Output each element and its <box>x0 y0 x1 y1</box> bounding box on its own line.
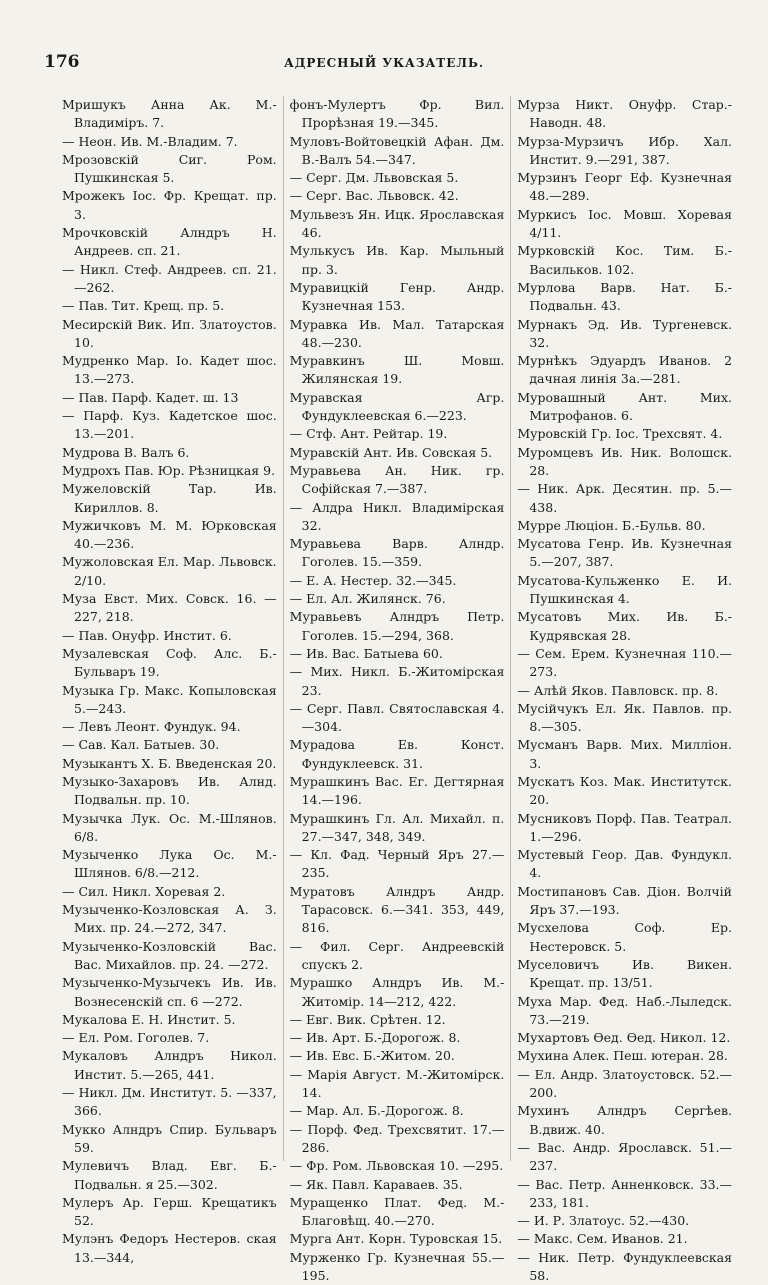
directory-entry: Мурашко Алндръ Ив. М.-Житомір. 14—212, 422. <box>289 975 505 1009</box>
directory-entry: Мужеловскій Тар. Ив. Кириллов. 8. <box>62 481 277 515</box>
directory-entry: Мурзинъ Георг Еф. Кузнечная 48.—289. <box>517 170 733 204</box>
directory-entry: Муравская Агр. Фундуклеевская 6.—223. <box>289 389 505 424</box>
directory-entry: Мулэнъ Федоръ Нестеров. ская 13.—344, <box>62 1231 277 1265</box>
directory-entry: Муровскій Гр. Іос. Трехсвят. 4. <box>517 426 723 442</box>
directory-entry: Мусхелова Соф. Ер. Нестеровск. 5. <box>517 920 733 954</box>
directory-entry: Муравицкій Генр. Андр. Кузнечная 153. <box>289 279 505 314</box>
columns-container <box>56 96 738 1283</box>
directory-entry: — Серг. Дм. Львовская 5. <box>289 170 459 186</box>
directory-entry: Муравьевъ Алндръ Петр. Гоголев. 15.—294, 368. <box>289 609 505 643</box>
directory-entry: — Пав. Онуфр. Инстит. 6. <box>62 627 232 643</box>
directory-entry: Музыченко-Козловская А. З. Мих. пр. 24.—272, 347. <box>62 902 277 936</box>
column-3 <box>510 96 738 1283</box>
directory-entry: Мудрова В. Валъ 6. <box>62 444 190 460</box>
directory-entry: Мрожекъ Іос. Фр. Крещат. пр. 3. <box>62 188 277 222</box>
directory-entry: Мурлова Варв. Нат. Б.-Подвальн. 43. <box>517 279 733 314</box>
directory-entry: — Порф. Фед. Трехсвятит. 17.—286. <box>289 1121 505 1155</box>
directory-entry: — Марія Август. М.-Житомірск. 14. <box>289 1066 505 1101</box>
directory-entry: Мукко Алндръ Спир. Бульваръ 59. <box>62 1121 277 1155</box>
directory-entry: — Серг. Вас. Львовск. 42. <box>289 188 459 204</box>
directory-entry: Муравкинъ Ш. Мовш. Жилянская 19. <box>289 353 505 387</box>
directory-entry: Муромцевъ Ив. Ник. Волошск. 28. <box>517 444 733 478</box>
directory-entry: — Серг. Павл. Святославская 4.—304. <box>289 700 505 735</box>
directory-entry: Мускатъ Коз. Мак. Институтск. 20. <box>517 773 733 808</box>
directory-entry: — Ив. Арт. Б.-Дорогож. 8. <box>289 1030 461 1046</box>
directory-entry: — Мих. Никл. Б.-Житомірская 23. <box>289 664 505 698</box>
page-number: 176 <box>44 52 80 72</box>
directory-entry: — Вас. Андр. Ярославск. 51.—237. <box>517 1139 733 1174</box>
directory-entry: Мусатовъ Мих. Ив. Б.-Кудрявская 28. <box>517 609 733 643</box>
directory-entry: — Ник. Арк. Десятин. пр. 5.—438. <box>517 481 733 515</box>
directory-entry: Муращенко Плат. Фед. М.-Благовѣщ. 40.—270. <box>289 1194 505 1229</box>
directory-entry: Мукалова Е. Н. Инстит. 5. <box>62 1011 236 1027</box>
directory-entry: — Сав. Кал. Батыев. 30. <box>62 737 220 753</box>
directory-entry: Музыко-Захаровъ Ив. Алнд. Подвальн. пр. 10. <box>62 773 277 808</box>
directory-entry: Муселовичъ Ив. Викен. Крещат. пр. 13/51. <box>517 956 733 991</box>
directory-entry: — Левъ Леонт. Фундук. 94. <box>62 719 241 735</box>
directory-entry: — Сем. Ерем. Кузнечная 110.—273. <box>517 645 733 680</box>
directory-entry: — Сил. Никл. Хоревая 2. <box>62 883 226 899</box>
directory-entry: — Евг. Вик. Срѣтен. 12. <box>289 1011 446 1027</box>
directory-entry: — Фил. Серг. Андреевскій спускъ 2. <box>289 938 505 972</box>
directory-entry: — Як. Павл. Караваев. 35. <box>289 1176 463 1192</box>
directory-entry: Мудренко Мар. Іо. Кадет шос. 13.—273. <box>62 353 277 387</box>
running-title: АДРЕСНЫЙ УКАЗАТЕЛЬ. <box>283 56 485 70</box>
directory-entry: Месирскій Вик. Ип. Златоустов. 10. <box>62 316 277 350</box>
directory-entry: — Кл. Фад. Черный Яръ 27.—235. <box>289 847 505 881</box>
directory-entry: Мурнѣкъ Эдуардъ Иванов. 2 дачная линія 3а.—281. <box>517 353 733 387</box>
directory-entry: Муха Мар. Фед. Наб.-Лыледск. 73.—219. <box>517 993 733 1027</box>
directory-entry: Мусниковъ Порф. Пав. Театрал. 1.—296. <box>517 810 733 844</box>
directory-entry: Музалевская Соф. Алс. Б.-Бульваръ 19. <box>62 645 277 680</box>
directory-entry: — Ел. Андр. Златоустовск. 52.—200. <box>517 1066 733 1101</box>
directory-entry: — Никл. Дм. Институт. 5. —337, 366. <box>62 1085 277 1119</box>
directory-entry: — Ив. Евс. Б.-Житом. 20. <box>289 1048 455 1064</box>
directory-entry: Музыченко Лука Ос. М.-Шлянов. 6/8.—212. <box>62 847 277 881</box>
directory-entry: — Макс. Сем. Иванов. 21. <box>517 1231 688 1247</box>
directory-entry: — Ив. Вас. Батыева 60. <box>289 645 443 661</box>
directory-entry: Муравьева Ан. Ник. гр. Софійская 7.—387. <box>289 462 505 497</box>
directory-entry: — Мар. Ал. Б.-Дорогож. 8. <box>289 1103 464 1119</box>
directory-entry: Муровашный Ант. Мих. Митрофанов. 6. <box>517 389 733 424</box>
directory-entry: Музыченко-Козловскій Вас. Вас. Михайлов. пр. 24. —272. <box>62 938 277 972</box>
directory-entry: Муравскій Ант. Ив. Совская 5. <box>289 444 493 460</box>
directory-entry: Мурженко Гр. Кузнечная 55.—195. <box>289 1249 505 1283</box>
directory-entry: Мурашкинъ Вас. Ег. Дегтярная 14.—196. <box>289 773 505 808</box>
directory-entry: Мурга Ант. Корн. Туровская 15. <box>289 1231 503 1247</box>
directory-entry: Музыка Гр. Макс. Копыловская 5.—243. <box>62 682 277 716</box>
directory-entry: — Никл. Стеф. Андреев. сп. 21.—262. <box>62 261 277 295</box>
directory-entry: Мусійчукъ Ел. Як. Павлов. пр. 8.—305. <box>517 700 733 735</box>
directory-entry: Мудрохъ Пав. Юр. Рѣзницкая 9. <box>62 462 276 478</box>
directory-entry: — Стф. Ант. Рейтар. 19. <box>289 426 448 442</box>
directory-entry: Мусатова Генр. Ив. Кузнечная 5.—207, 387. <box>517 536 733 570</box>
directory-entry: — Алѣй Яков. Павловск. пр. 8. <box>517 682 719 698</box>
directory-entry: Мришукъ Анна Ак. М.-Владиміръ. 7. <box>62 97 277 131</box>
directory-entry: Мульвезъ Ян. Ицк. Ярославская 46. <box>289 206 505 241</box>
directory-entry: Мурадова Ев. Конст. Фундуклеевск. 31. <box>289 737 505 771</box>
directory-entry: Мусатова-Кульженко Е. И. Пушкинская 4. <box>517 572 733 607</box>
directory-entry: Музыченко-Музычекъ Ив. Ив. Вознесенскій сп. 6 —272. <box>62 975 277 1009</box>
directory-entry: Муравка Ив. Мал. Татарская 48.—230. <box>289 316 505 350</box>
directory-entry: Мустевый Геор. Дав. Фундукл. 4. <box>517 847 733 881</box>
column-1 <box>56 96 283 1265</box>
directory-entry: Мурре Люціон. Б.-Бульв. 80. <box>517 517 706 533</box>
directory-entry: Муловъ-Войтовецкій Афан. Дм. В.-Валъ 54.—347. <box>289 133 505 167</box>
directory-entry: — Е. А. Нестер. 32.—345. <box>289 572 457 588</box>
directory-entry: Мухартовъ Ѳед. Ѳед. Никол. 12. <box>517 1030 731 1046</box>
directory-entry: — Пав. Тит. Крещ. пр. 5. <box>62 298 225 314</box>
directory-entry: Муравьева Варв. Алндр. Гоголев. 15.—359. <box>289 536 505 570</box>
directory-entry: — Ел. Ром. Гоголев. 7. <box>62 1030 210 1046</box>
directory-entry: Мулевичъ Влад. Евг. Б.-Подвальн. я 25.—302. <box>62 1158 277 1192</box>
directory-entry: Мухина Алек. Пеш. ютеран. 28. <box>517 1048 728 1064</box>
directory-entry: Мусманъ Варв. Мих. Милліон. 3. <box>517 737 733 771</box>
directory-entry: — Неон. Ив. М.-Владим. 7. <box>62 133 238 149</box>
directory-entry: — Ник. Петр. Фундуклеевская 58. <box>517 1249 733 1283</box>
directory-entry: Мукаловъ Алндръ Никол. Инстит. 5.—265, 441. <box>62 1048 277 1082</box>
directory-entry: — Вас. Петр. Анненковск. 33.—233, 181. <box>517 1176 733 1210</box>
directory-entry: — Пав. Парф. Кадет. ш. 13 <box>62 389 239 405</box>
directory-entry: Мужоловская Ел. Мар. Львовск. 2/10. <box>62 554 277 588</box>
directory-entry: Мрочковскій Алндръ Н. Андреев. сп. 21. <box>62 225 277 259</box>
directory-entry: фонъ-Мулертъ Фр. Вил. Прорѣзная 19.—345. <box>289 97 505 131</box>
directory-entry: Музычка Лук. Ос. М.-Шлянов. 6/8. <box>62 810 277 844</box>
directory-entry: Мурашкинъ Гл. Ал. Михайл. п. 27.—347, 348, 349. <box>289 810 505 844</box>
directory-entry: Муркисъ Іос. Мовш. Хоревая 4/11. <box>517 206 733 241</box>
directory-entry: Мулеръ Ар. Герш. Крещатикъ 52. <box>62 1194 277 1229</box>
directory-entry: Музыкантъ Х. Б. Введенская 20. <box>62 755 277 771</box>
directory-entry: Мужичковъ М. М. Юрковская 40.—236. <box>62 517 277 552</box>
directory-entry: Мурковскій Кос. Тим. Б.-Васильков. 102. <box>517 243 733 277</box>
directory-entry: Мурза Никт. Онуфр. Стар.-Наводн. 48. <box>517 97 733 131</box>
directory-entry: Мурнакъ Эд. Ив. Тургеневск. 32. <box>517 316 733 350</box>
directory-entry: Мрозовскій Сиг. Ром. Пушкинская 5. <box>62 151 277 186</box>
page-header <box>44 52 724 76</box>
directory-entry: — Фр. Ром. Львовская 10. —295. <box>289 1158 504 1174</box>
column-2 <box>283 96 511 1283</box>
directory-entry: Мостипановъ Сав. Діон. Волчій Яръ 37.—193. <box>517 883 733 918</box>
directory-entry: — И. Р. Златоус. 52.—430. <box>517 1213 690 1229</box>
directory-entry: Мурза-Мурзичъ Ибр. Хал. Инстит. 9.—291, 387. <box>517 133 733 167</box>
directory-entry: — Алдра Никл. Владимірская 32. <box>289 499 505 533</box>
directory-entry: Мухинъ Алндръ Сергѣев. В.движ. 40. <box>517 1103 733 1137</box>
directory-entry: — Ел. Ал. Жилянск. 76. <box>289 591 446 607</box>
directory-entry: Муза Евст. Мих. Совск. 16. —227, 218. <box>62 591 277 625</box>
directory-entry: Мулькусъ Ив. Кар. Мыльный пр. 3. <box>289 243 505 277</box>
directory-entry: Муратовъ Алндръ Андр. Тарасовск. 6.—341. 353, 449, 816. <box>289 883 505 936</box>
directory-entry: — Парф. Куз. Кадетское шос. 13.—201. <box>62 408 277 442</box>
